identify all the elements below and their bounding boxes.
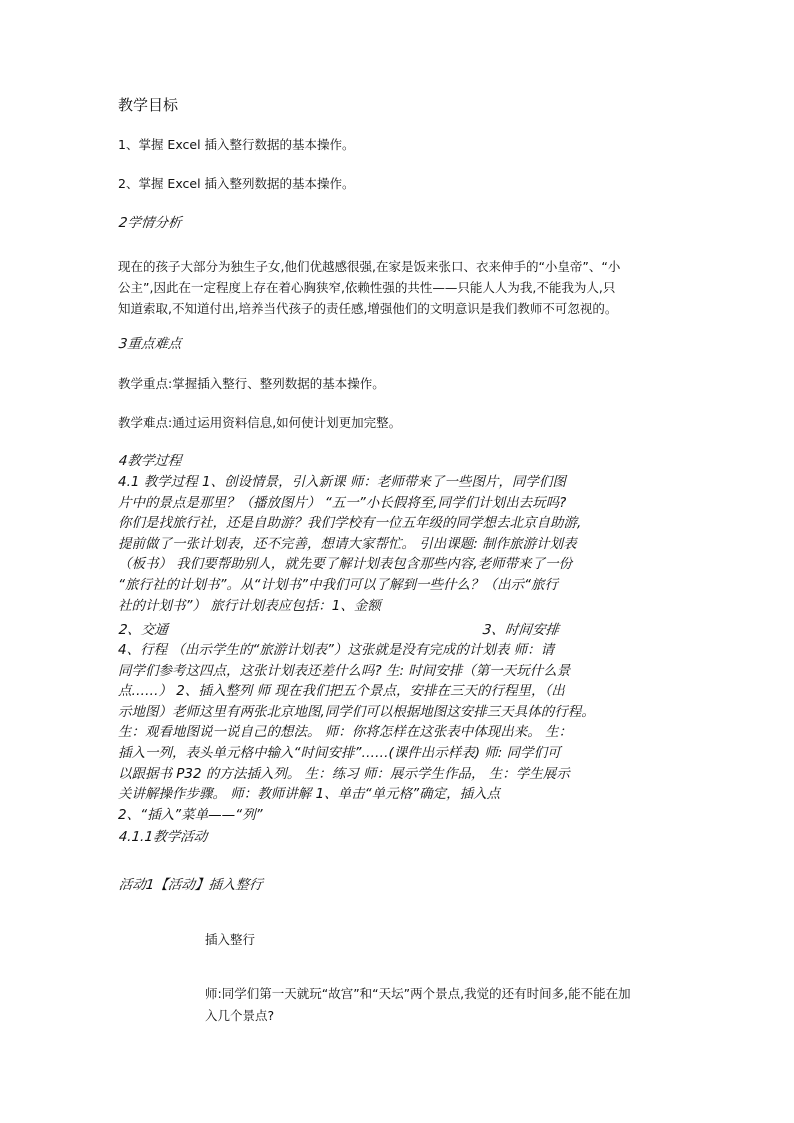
process-paragraph-2 [118,640,678,825]
activity-name: 插入整行 [205,932,256,947]
process-line: “旅行社的计划书”。从“计划书”中我们可以了解到一些什么？（出示“旅行 [118,576,558,593]
process-line: 生：观看地图说一说自己的想法。 师：你将怎样在这张表中体现出来。 生： [118,724,573,741]
activity-sub-heading: 4.1.1教学活动 [117,829,208,845]
process-line: 同学们参考这四点，这张计划表还差什么吗? 生: 时间安排（第一天玩什么景 [118,662,571,679]
process-line: （板书） 我们要帮助别人，就先要了解计划表包含那些内容,老师带来了一份 [118,556,573,573]
activity-title: 活动1【活动】插入整行 [117,877,264,893]
goal-1: 1、掌握 Excel 插入整行数据的基本操作。 [118,137,355,152]
process-line: 社的计划书”） 旅行计划表应包括：1、金额 [118,597,381,614]
analysis-line: 知道索取,不知道付出,培养当代孩子的责任感,增强他们的文明意识是我们教师不可忽视的。 [118,301,618,316]
process-line: 4.1 教学过程 1、创设情景，引入新课 师：老师带来了一些图片，同学们图 [118,474,566,490]
process-line: 关讲解操作步骤。 师：教师讲解 1、单击“单元格”确定，插入点 [118,786,501,803]
analysis-paragraph [118,256,674,319]
process-line: 你们是找旅行社，还是自助游？我们学校有一位五年级的同学想去北京自助游, [118,515,582,532]
key-point: 教学重点:掌握插入整行、整列数据的基本操作。 [118,376,385,391]
activity-text-line: 师:同学们第一天就玩“故宫”和“天坛”两个景点,我觉的还有时间多,能不能在加 [205,986,631,1001]
analysis-line: 公主”,因此在一定程度上存在着心胸狭窄,依赖性强的共性——只能人人为我,不能我为人,只 [118,280,616,295]
goal-2: 2、掌握 Excel 插入整列数据的基本操作。 [118,176,355,191]
process-line: 示地图）老师这里有两张北京地图,同学们可以根据地图这安排三天具体的行程。 [118,703,595,720]
analysis-line: 现在的孩子大部分为独生子女,他们优越感很强,在家是饭来张口、衣来伸手的“小皇帝”、“小 [118,259,621,274]
activity-text-line: 入几个景点? [205,1008,275,1023]
process-paragraph [118,472,678,616]
goals-heading: 教学目标 [118,96,179,114]
process-traffic-right: 3、时间安排 [481,622,560,638]
process-line: 片中的景点是那里？（播放图片） “五一”小长假将至,同学们计划出去玩吗? [118,494,567,511]
process-traffic-left: 2、交通 [117,622,169,638]
process-line: 2、“插入”菜单——“列” [118,806,263,823]
process-line: 插入一列，表头单元格中输入“时间安排”……(课件出示样表) 师: 同学们可 [118,744,561,761]
process-line: 4、行程 （出示学生的“旅游计划表”）这张就是没有完成的计划表 师：请 [118,642,555,658]
activity-text [205,983,685,1027]
process-heading: 4教学过程 [117,453,183,469]
difficult-point: 教学难点:通过运用资料信息,如何使计划更加完整。 [118,415,402,430]
key-heading: 3重点难点 [117,336,183,352]
process-line: 提前做了一张计划表，还不完善，想请大家帮忙。 引出课题: 制作旅游计划表 [118,535,577,552]
process-line: 以跟据书 P32 的方法插入列。 生：练习 师：展示学生作品， 生：学生展示 [118,765,570,782]
process-line: 点……） 2、插入整列 师 现在我们把五个景点，安排在三天的行程里，（出 [118,683,565,700]
analysis-heading: 2学情分析 [117,215,183,231]
